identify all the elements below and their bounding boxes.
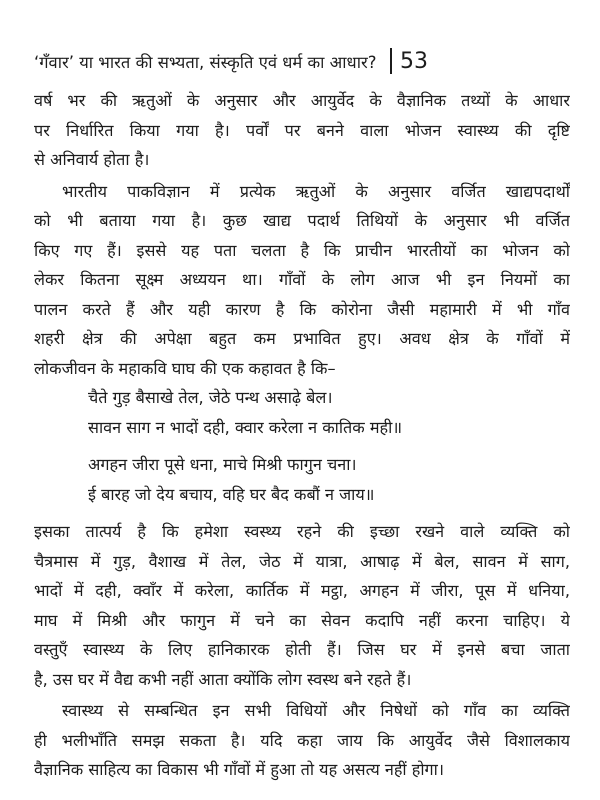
verse-line: सावन साग न भादों दही, क्वार करेला न कातिक मही॥ [88, 417, 403, 437]
text-line: माघ में मिश्री और फागुन में चने का सेवन कदापि नहीं करना चाहिए। ये [34, 610, 570, 630]
running-title: ‘गँवार’ या भारत की सभ्यता, संस्कृति एवं धर्म का आधार? [34, 52, 377, 72]
text-line: को भी बताया गया है। कुछ खाद्य पदार्थ तिथियों के अनुसार भी वर्जित [34, 211, 570, 230]
verse-line: अगहन जीरा पूसे धना, माचे मिश्री फागुन चना। [88, 455, 357, 474]
text-line: पालन करते हैं और यही कारण है कि कोरोना जैसी महामारी में भी गाँव [34, 299, 570, 319]
header-divider [390, 48, 392, 74]
text-line: है, उस घर में वैद्य कभी नहीं आता क्योंकि लोग स्वस्थ बने रहते हैं। [34, 669, 412, 689]
couplet [34, 383, 570, 442]
verse-line: चैते गुड़ बैसाखे तेल, जेठे पन्थ असाढ़े बेल। [88, 388, 333, 407]
page-number: 53 [399, 48, 428, 74]
paragraph [34, 517, 570, 694]
text-line: वस्तुएँ स्वास्थ्य के लिए हानिकारक होती हैं। जिस घर में इनसे बचा जाता [34, 640, 570, 659]
paragraph [34, 177, 570, 384]
text-line: चैत्रमास में गुड़, वैशाख में तेल, जेठ में यात्रा, आषाढ़ में बेल, सावन में साग, [34, 551, 570, 571]
text-line: वर्ष भर की ऋतुओं के अनुसार और आयुर्वेद के वैज्ञानिक तथ्यों के आधार [34, 91, 570, 110]
couplet [34, 450, 570, 509]
text-line: वैज्ञानिक साहित्य का विकास भी गाँवों में हुआ तो यह असत्य नहीं होगा। [34, 760, 445, 779]
verse-line: ई बारह जो देय बचाय, वहि घर बैद कबौं न जाय॥ [88, 484, 375, 504]
text-line: स्वास्थ्य से सम्बन्धित इन सभी विधियों और निषेधों को गाँव का व्यक्ति [62, 701, 570, 720]
text-line: से अनिवार्य होता है। [34, 150, 150, 169]
text-line: ही भलीभाँति समझ सकता है। यदि कहा जाय कि आयुर्वेद जैसे विशालकाय [34, 730, 570, 750]
paragraph [34, 696, 570, 785]
text-line: भादों में दही, क्वाँर में करेला, कार्तिक में मट्ठा, अगहन में जीरा, पूस में धनिया, [34, 581, 570, 600]
body-text [34, 86, 570, 785]
text-line: इसका तात्पर्य है कि हमेशा स्वस्थ्य रहने की इच्छा रखने वाले व्यक्ति को [34, 522, 570, 541]
text-line: लेकर कितना सूक्ष्म अध्ययन था। गाँवों के लोग आज भी इन नियमों का [34, 270, 570, 289]
paragraph [34, 86, 570, 175]
text-line: भारतीय पाकविज्ञान में प्रत्येक ऋतुओं के अनुसार वर्जित खाद्यपदार्थों [62, 181, 570, 201]
text-line: लोकजीवन के महाकवि घाघ की एक कहावत है कि– [34, 358, 336, 378]
page-header [34, 44, 570, 78]
text-line: शहरी क्षेत्र की अपेक्षा बहुत कम प्रभावित हुए। अवध क्षेत्र के गाँवों में [34, 329, 570, 348]
text-line: पर निर्धारित किया गया है। पर्वों पर बनने वाला भोजन स्वास्थ्य की दृष्टि [34, 120, 570, 140]
text-line: किए गए हैं। इससे यह पता चलता है कि प्राचीन भारतीयों का भोजन को [34, 240, 570, 260]
verse-block [34, 383, 570, 509]
